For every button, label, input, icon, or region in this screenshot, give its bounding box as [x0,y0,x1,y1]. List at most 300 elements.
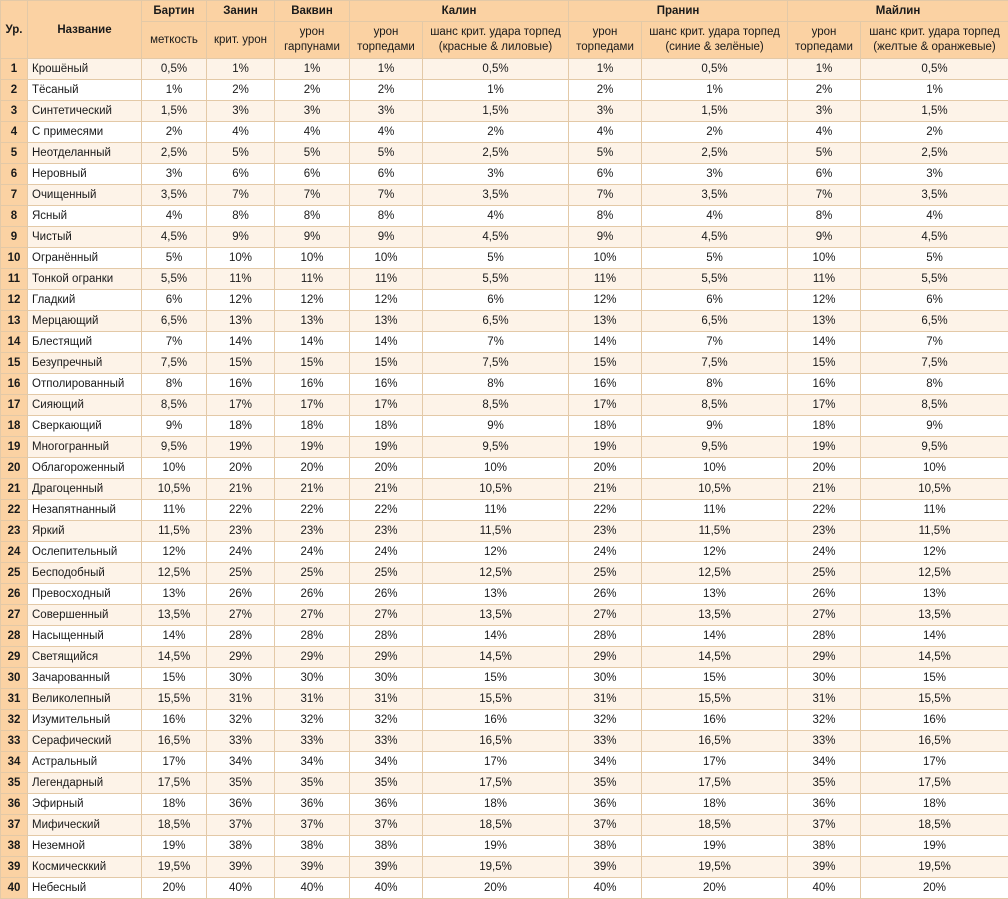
torpedo-crit-mailin-cell: 1% [861,80,1008,101]
crit-damage-cell: 22% [207,500,275,521]
crit-damage-cell: 10% [207,248,275,269]
torpedo-damage-kalin-cell: 12% [350,290,423,311]
torpedo-damage-pranin-cell: 36% [569,794,642,815]
torpedo-damage-pranin-cell: 11% [569,269,642,290]
torpedo-crit-kalin-cell: 11,5% [423,521,569,542]
torpedo-damage-pranin-cell: 5% [569,143,642,164]
harpoon-damage-cell: 33% [275,731,350,752]
level-cell: 11 [1,269,28,290]
harpoon-damage-cell: 25% [275,563,350,584]
table-row [1,521,1008,542]
crit-damage-cell: 13% [207,311,275,332]
torpedo-damage-mailin-cell: 37% [788,815,861,836]
crit-damage-cell: 21% [207,479,275,500]
torpedo-damage-mailin-cell: 10% [788,248,861,269]
name-cell: Гладкий [28,290,142,311]
torpedo-damage-mailin-cell: 21% [788,479,861,500]
torpedo-crit-kalin-cell: 4% [423,206,569,227]
level-cell: 16 [1,374,28,395]
level-cell: 33 [1,731,28,752]
torpedo-crit-kalin-cell: 9,5% [423,437,569,458]
torpedo-crit-kalin-cell: 0,5% [423,59,569,80]
torpedo-crit-mailin-cell: 12% [861,542,1008,563]
accuracy-cell: 20% [142,878,207,899]
torpedo-crit-pranin-cell: 12% [642,542,788,563]
torpedo-crit-mailin-cell: 5% [861,248,1008,269]
accuracy-cell: 4,5% [142,227,207,248]
torpedo-damage-kalin-cell: 11% [350,269,423,290]
table-row [1,395,1008,416]
torpedo-crit-mailin-cell: 10% [861,458,1008,479]
crit-damage-cell: 11% [207,269,275,290]
torpedo-crit-pranin-cell: 7,5% [642,353,788,374]
torpedo-damage-pranin-cell: 33% [569,731,642,752]
crit-damage-cell: 38% [207,836,275,857]
table-row [1,710,1008,731]
harpoon-damage-cell: 18% [275,416,350,437]
torpedo-damage-mailin-cell: 23% [788,521,861,542]
torpedo-damage-pranin-cell: 40% [569,878,642,899]
level-cell: 15 [1,353,28,374]
torpedo-crit-pranin-cell: 20% [642,878,788,899]
torpedo-crit-mailin-cell: 16,5% [861,731,1008,752]
torpedo-damage-kalin-cell: 30% [350,668,423,689]
torpedo-damage-kalin-cell: 15% [350,353,423,374]
table-row [1,206,1008,227]
table-row [1,689,1008,710]
name-cell: Тёсаный [28,80,142,101]
harpoon-damage-cell: 22% [275,500,350,521]
torpedo-damage-mailin-cell: 22% [788,500,861,521]
accuracy-cell: 7,5% [142,353,207,374]
torpedo-crit-pranin-cell: 6% [642,290,788,311]
torpedo-crit-mailin-cell: 3% [861,164,1008,185]
torpedo-crit-kalin-cell: 1% [423,80,569,101]
name-cell: Безупречный [28,353,142,374]
accuracy-cell: 6,5% [142,311,207,332]
torpedo-crit-mailin-cell: 0,5% [861,59,1008,80]
level-cell: 38 [1,836,28,857]
crit-damage-cell: 24% [207,542,275,563]
torpedo-crit-pranin-cell: 14% [642,626,788,647]
subheader-harpoon-damage: урон гарпунами [275,22,350,59]
torpedo-crit-pranin-cell: 2% [642,122,788,143]
torpedo-crit-mailin-cell: 2,5% [861,143,1008,164]
torpedo-crit-pranin-cell: 3,5% [642,185,788,206]
torpedo-damage-kalin-cell: 31% [350,689,423,710]
harpoon-damage-cell: 31% [275,689,350,710]
harpoon-damage-cell: 6% [275,164,350,185]
name-cell: Неземной [28,836,142,857]
torpedo-crit-pranin-cell: 4% [642,206,788,227]
header-group-kalin: Калин [350,1,569,22]
torpedo-crit-pranin-cell: 1,5% [642,101,788,122]
crit-damage-cell: 2% [207,80,275,101]
torpedo-damage-mailin-cell: 27% [788,605,861,626]
torpedo-damage-mailin-cell: 4% [788,122,861,143]
name-cell: Огранённый [28,248,142,269]
accuracy-cell: 2,5% [142,143,207,164]
table-row [1,857,1008,878]
harpoon-damage-cell: 14% [275,332,350,353]
torpedo-crit-pranin-cell: 13,5% [642,605,788,626]
torpedo-damage-kalin-cell: 13% [350,311,423,332]
torpedo-crit-mailin-cell: 11,5% [861,521,1008,542]
accuracy-cell: 3% [142,164,207,185]
torpedo-crit-kalin-cell: 3% [423,164,569,185]
subheader-torpedo-crit-pranin: шанс крит. удара торпед (синие & зелёные) [642,22,788,59]
torpedo-damage-kalin-cell: 24% [350,542,423,563]
table-row [1,878,1008,899]
torpedo-crit-mailin-cell: 6% [861,290,1008,311]
torpedo-crit-pranin-cell: 3% [642,164,788,185]
crit-damage-cell: 14% [207,332,275,353]
torpedo-crit-kalin-cell: 19,5% [423,857,569,878]
harpoon-damage-cell: 8% [275,206,350,227]
torpedo-crit-kalin-cell: 6,5% [423,311,569,332]
level-cell: 25 [1,563,28,584]
torpedo-damage-kalin-cell: 18% [350,416,423,437]
harpoon-damage-cell: 5% [275,143,350,164]
torpedo-crit-mailin-cell: 14% [861,626,1008,647]
level-cell: 29 [1,647,28,668]
torpedo-crit-mailin-cell: 14,5% [861,647,1008,668]
torpedo-crit-pranin-cell: 10,5% [642,479,788,500]
torpedo-damage-kalin-cell: 37% [350,815,423,836]
torpedo-damage-pranin-cell: 12% [569,290,642,311]
table-row [1,605,1008,626]
table-row [1,626,1008,647]
crit-damage-cell: 28% [207,626,275,647]
crit-damage-cell: 12% [207,290,275,311]
accuracy-cell: 18% [142,794,207,815]
torpedo-damage-pranin-cell: 23% [569,521,642,542]
level-cell: 34 [1,752,28,773]
torpedo-damage-mailin-cell: 36% [788,794,861,815]
name-cell: Легендарный [28,773,142,794]
torpedo-crit-kalin-cell: 7,5% [423,353,569,374]
torpedo-crit-mailin-cell: 2% [861,122,1008,143]
table-row [1,311,1008,332]
accuracy-cell: 19% [142,836,207,857]
crit-damage-cell: 18% [207,416,275,437]
subheader-torpedo-damage-pranin: урон торпедами [569,22,642,59]
torpedo-crit-mailin-cell: 17% [861,752,1008,773]
accuracy-cell: 14% [142,626,207,647]
torpedo-crit-pranin-cell: 18,5% [642,815,788,836]
header-group-pranin: Пранин [569,1,788,22]
torpedo-damage-kalin-cell: 29% [350,647,423,668]
torpedo-damage-mailin-cell: 7% [788,185,861,206]
crit-damage-cell: 26% [207,584,275,605]
level-cell: 3 [1,101,28,122]
torpedo-damage-pranin-cell: 22% [569,500,642,521]
level-cell: 8 [1,206,28,227]
crit-damage-cell: 7% [207,185,275,206]
torpedo-crit-kalin-cell: 5,5% [423,269,569,290]
torpedo-damage-kalin-cell: 7% [350,185,423,206]
torpedo-crit-kalin-cell: 5% [423,248,569,269]
level-cell: 13 [1,311,28,332]
harpoon-damage-cell: 9% [275,227,350,248]
torpedo-crit-pranin-cell: 11,5% [642,521,788,542]
torpedo-damage-pranin-cell: 3% [569,101,642,122]
header-row [1,1,1008,22]
harpoon-damage-cell: 32% [275,710,350,731]
harpoon-damage-cell: 30% [275,668,350,689]
table-row [1,80,1008,101]
table-row [1,101,1008,122]
table-row [1,290,1008,311]
torpedo-damage-mailin-cell: 32% [788,710,861,731]
accuracy-cell: 9% [142,416,207,437]
torpedo-damage-pranin-cell: 17% [569,395,642,416]
crit-damage-cell: 40% [207,878,275,899]
torpedo-damage-mailin-cell: 31% [788,689,861,710]
name-cell: Совершенный [28,605,142,626]
torpedo-damage-mailin-cell: 28% [788,626,861,647]
harpoon-damage-cell: 10% [275,248,350,269]
accuracy-cell: 8,5% [142,395,207,416]
torpedo-damage-kalin-cell: 10% [350,248,423,269]
torpedo-damage-kalin-cell: 38% [350,836,423,857]
table-row [1,185,1008,206]
torpedo-crit-mailin-cell: 15,5% [861,689,1008,710]
table-row [1,542,1008,563]
crit-damage-cell: 17% [207,395,275,416]
torpedo-damage-mailin-cell: 40% [788,878,861,899]
crit-damage-cell: 9% [207,227,275,248]
torpedo-damage-kalin-cell: 23% [350,521,423,542]
torpedo-crit-kalin-cell: 2% [423,122,569,143]
accuracy-cell: 5,5% [142,269,207,290]
table-row [1,416,1008,437]
name-cell: Бесподобный [28,563,142,584]
torpedo-damage-mailin-cell: 17% [788,395,861,416]
crit-damage-cell: 6% [207,164,275,185]
harpoon-damage-cell: 15% [275,353,350,374]
torpedo-crit-kalin-cell: 13% [423,584,569,605]
table-row [1,164,1008,185]
torpedo-damage-kalin-cell: 20% [350,458,423,479]
torpedo-damage-kalin-cell: 4% [350,122,423,143]
name-cell: Мерцающий [28,311,142,332]
harpoon-damage-cell: 20% [275,458,350,479]
level-cell: 21 [1,479,28,500]
subheader-torpedo-crit-mailin: шанс крит. удара торпед (желтые & оранжевые) [861,22,1008,59]
torpedo-crit-kalin-cell: 18% [423,794,569,815]
accuracy-cell: 16% [142,710,207,731]
torpedo-damage-kalin-cell: 39% [350,857,423,878]
crit-damage-cell: 4% [207,122,275,143]
torpedo-damage-mailin-cell: 13% [788,311,861,332]
torpedo-crit-mailin-cell: 19,5% [861,857,1008,878]
torpedo-damage-kalin-cell: 27% [350,605,423,626]
torpedo-damage-kalin-cell: 17% [350,395,423,416]
name-cell: Великолепный [28,689,142,710]
torpedo-damage-kalin-cell: 34% [350,752,423,773]
name-cell: Эфирный [28,794,142,815]
table-row [1,794,1008,815]
torpedo-crit-mailin-cell: 13,5% [861,605,1008,626]
name-cell: Синтетический [28,101,142,122]
accuracy-cell: 15% [142,668,207,689]
torpedo-damage-kalin-cell: 8% [350,206,423,227]
accuracy-cell: 5% [142,248,207,269]
torpedo-damage-kalin-cell: 1% [350,59,423,80]
torpedo-damage-pranin-cell: 7% [569,185,642,206]
torpedo-crit-kalin-cell: 11% [423,500,569,521]
level-cell: 32 [1,710,28,731]
table-row [1,584,1008,605]
accuracy-cell: 10% [142,458,207,479]
name-cell: Небесный [28,878,142,899]
torpedo-damage-kalin-cell: 21% [350,479,423,500]
torpedo-damage-pranin-cell: 31% [569,689,642,710]
torpedo-crit-kalin-cell: 16,5% [423,731,569,752]
torpedo-crit-kalin-cell: 7% [423,332,569,353]
harpoon-damage-cell: 37% [275,815,350,836]
torpedo-damage-pranin-cell: 38% [569,836,642,857]
harpoon-damage-cell: 13% [275,311,350,332]
torpedo-damage-kalin-cell: 36% [350,794,423,815]
torpedo-damage-mailin-cell: 34% [788,752,861,773]
torpedo-crit-pranin-cell: 19% [642,836,788,857]
subheader-torpedo-damage-kalin: урон торпедами [350,22,423,59]
torpedo-damage-mailin-cell: 3% [788,101,861,122]
torpedo-crit-pranin-cell: 9,5% [642,437,788,458]
torpedo-damage-pranin-cell: 21% [569,479,642,500]
accuracy-cell: 19,5% [142,857,207,878]
accuracy-cell: 13,5% [142,605,207,626]
torpedo-crit-pranin-cell: 0,5% [642,59,788,80]
torpedo-crit-kalin-cell: 19% [423,836,569,857]
torpedo-damage-pranin-cell: 16% [569,374,642,395]
accuracy-cell: 1,5% [142,101,207,122]
torpedo-crit-mailin-cell: 18,5% [861,815,1008,836]
torpedo-damage-mailin-cell: 25% [788,563,861,584]
harpoon-damage-cell: 4% [275,122,350,143]
crit-damage-cell: 29% [207,647,275,668]
table-row [1,647,1008,668]
level-cell: 28 [1,626,28,647]
level-cell: 12 [1,290,28,311]
torpedo-crit-mailin-cell: 4% [861,206,1008,227]
torpedo-damage-mailin-cell: 1% [788,59,861,80]
table-row [1,59,1008,80]
torpedo-damage-mailin-cell: 24% [788,542,861,563]
table-row [1,668,1008,689]
torpedo-damage-mailin-cell: 12% [788,290,861,311]
torpedo-crit-kalin-cell: 15% [423,668,569,689]
torpedo-crit-mailin-cell: 9% [861,416,1008,437]
header-name: Название [28,1,142,59]
crit-damage-cell: 19% [207,437,275,458]
name-cell: Тонкой огранки [28,269,142,290]
crit-damage-cell: 32% [207,710,275,731]
torpedo-crit-kalin-cell: 8% [423,374,569,395]
header-level: Ур. [1,1,28,59]
harpoon-damage-cell: 38% [275,836,350,857]
torpedo-damage-pranin-cell: 8% [569,206,642,227]
torpedo-damage-pranin-cell: 9% [569,227,642,248]
torpedo-damage-pranin-cell: 18% [569,416,642,437]
name-cell: Космическкий [28,857,142,878]
torpedo-crit-kalin-cell: 3,5% [423,185,569,206]
name-cell: Очищенный [28,185,142,206]
torpedo-crit-kalin-cell: 12,5% [423,563,569,584]
name-cell: Многогранный [28,437,142,458]
torpedo-damage-mailin-cell: 39% [788,857,861,878]
header-group-mailin: Майлин [788,1,1008,22]
torpedo-crit-kalin-cell: 16% [423,710,569,731]
subheader-row [1,22,1008,59]
torpedo-crit-mailin-cell: 17,5% [861,773,1008,794]
crit-damage-cell: 8% [207,206,275,227]
torpedo-damage-mailin-cell: 2% [788,80,861,101]
torpedo-crit-kalin-cell: 13,5% [423,605,569,626]
accuracy-cell: 9,5% [142,437,207,458]
torpedo-crit-pranin-cell: 19,5% [642,857,788,878]
name-cell: Превосходный [28,584,142,605]
name-cell: Насыщенный [28,626,142,647]
torpedo-crit-pranin-cell: 5,5% [642,269,788,290]
harpoon-damage-cell: 35% [275,773,350,794]
table-row [1,374,1008,395]
torpedo-crit-mailin-cell: 15% [861,668,1008,689]
torpedo-damage-pranin-cell: 14% [569,332,642,353]
torpedo-crit-kalin-cell: 10% [423,458,569,479]
level-cell: 23 [1,521,28,542]
torpedo-damage-mailin-cell: 19% [788,437,861,458]
torpedo-damage-mailin-cell: 9% [788,227,861,248]
name-cell: Серафический [28,731,142,752]
level-cell: 36 [1,794,28,815]
torpedo-crit-pranin-cell: 13% [642,584,788,605]
accuracy-cell: 17,5% [142,773,207,794]
torpedo-crit-pranin-cell: 17% [642,752,788,773]
accuracy-cell: 12% [142,542,207,563]
name-cell: Ослепительный [28,542,142,563]
accuracy-cell: 14,5% [142,647,207,668]
name-cell: Неотделанный [28,143,142,164]
level-cell: 18 [1,416,28,437]
torpedo-damage-kalin-cell: 35% [350,773,423,794]
name-cell: Сияющий [28,395,142,416]
torpedo-crit-mailin-cell: 13% [861,584,1008,605]
torpedo-crit-kalin-cell: 14% [423,626,569,647]
torpedo-damage-pranin-cell: 29% [569,647,642,668]
level-cell: 19 [1,437,28,458]
torpedo-crit-kalin-cell: 17,5% [423,773,569,794]
torpedo-damage-kalin-cell: 32% [350,710,423,731]
torpedo-damage-pranin-cell: 35% [569,773,642,794]
harpoon-damage-cell: 3% [275,101,350,122]
subheader-crit-damage: крит. урон [207,22,275,59]
level-cell: 31 [1,689,28,710]
crit-damage-cell: 1% [207,59,275,80]
harpoon-damage-cell: 28% [275,626,350,647]
torpedo-damage-pranin-cell: 25% [569,563,642,584]
accuracy-cell: 15,5% [142,689,207,710]
name-cell: Яркий [28,521,142,542]
table-row [1,248,1008,269]
torpedo-damage-pranin-cell: 39% [569,857,642,878]
torpedo-damage-pranin-cell: 30% [569,668,642,689]
level-cell: 40 [1,878,28,899]
level-cell: 10 [1,248,28,269]
torpedo-crit-mailin-cell: 10,5% [861,479,1008,500]
